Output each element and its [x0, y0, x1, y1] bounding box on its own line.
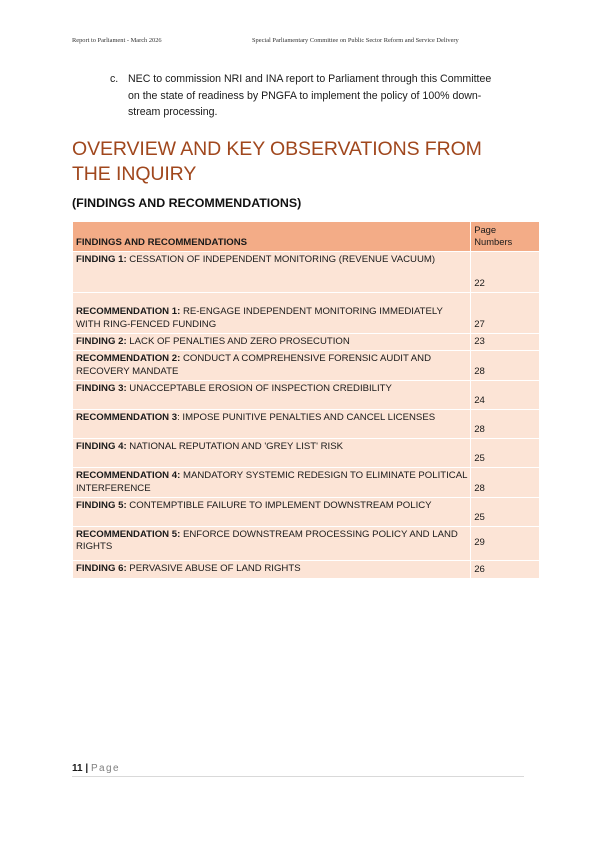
row-text-cell [73, 334, 471, 351]
list-marker: c. [110, 73, 119, 85]
row-page: 29 [471, 527, 540, 561]
row-text-cell [73, 381, 471, 410]
row-label: RECOMMENDATION 5: [76, 529, 181, 541]
table-row [73, 351, 540, 381]
row-text: MANDATORY SYSTEMIC REDESIGN TO ELIMINATE POLITICAL INTERFERENCE [76, 470, 468, 494]
row-label: FINDING 3: [76, 383, 127, 395]
row-text: CESSATION OF INDEPENDENT MONITORING (REVENUE VACUUM) [126, 254, 436, 265]
row-text: CONTEMPTIBLE FAILURE TO IMPLEMENT DOWNSTREAM POLICY [126, 500, 432, 512]
table-row [73, 468, 540, 498]
row-label: RECOMMENDATION 3 [76, 412, 178, 424]
row-label: RECOMMENDATION 1: [76, 306, 181, 318]
row-page: 25 [471, 439, 540, 468]
table-row [73, 293, 540, 334]
list-item-c [110, 71, 498, 121]
section-title: OVERVIEW AND KEY OBSERVATIONS FROM THE INQUIRY [72, 138, 482, 185]
row-label: FINDING 2: [76, 336, 127, 347]
row-page: 27 [471, 293, 540, 334]
row-text: NATIONAL REPUTATION AND 'GREY LIST' RISK [126, 441, 344, 453]
table-row [73, 561, 540, 579]
row-text-cell [73, 410, 471, 439]
row-text-cell [73, 439, 471, 468]
row-page: 28 [471, 410, 540, 439]
page-footer [72, 763, 524, 777]
row-text: ENFORCE DOWNSTREAM PROCESSING POLICY AND LAND RIGHTS [76, 529, 458, 553]
row-label: RECOMMENDATION 4: [76, 470, 181, 482]
page-number: 11 [72, 763, 83, 774]
table-header-row [73, 222, 540, 252]
table-row [73, 410, 540, 439]
header-right: Special Parliamentary Committee on Public Sector Reform and Service Delivery [252, 37, 459, 44]
row-label: FINDING 1: [76, 254, 127, 265]
row-text-cell [73, 351, 471, 381]
list-item-text: NEC to commission NRI and INA report to Parliament through this Committee on the state of readiness by PNGFA to implement the policy of 100% down-stream processing. [128, 73, 492, 118]
table-row [73, 252, 540, 293]
row-text: LACK OF PENALTIES AND ZERO PROSECUTION [126, 336, 350, 347]
row-label: FINDING 4: [76, 441, 127, 453]
row-text: CONDUCT A COMPREHENSIVE FORENSIC AUDIT AND RECOVERY MANDATE [76, 353, 432, 377]
row-text-cell [73, 252, 471, 293]
row-text-cell [73, 527, 471, 561]
footer-separator: | [85, 763, 89, 774]
header-page-numbers: Page Numbers [471, 222, 540, 252]
page-word: Page [90, 763, 120, 774]
row-page: 28 [471, 468, 540, 498]
header-left: Report to Parliament - March 2026 [72, 37, 162, 44]
row-text: : IMPOSE PUNITIVE PENALTIES AND CANCEL LICENSES [177, 412, 436, 424]
row-text: RE-ENGAGE INDEPENDENT MONITORING IMMEDIATELY WITH RING-FENCED FUNDING [76, 306, 443, 330]
row-page: 28 [471, 351, 540, 381]
table-row [73, 498, 540, 527]
row-label: FINDING 6: [76, 563, 127, 575]
row-label: FINDING 5: [76, 500, 127, 512]
row-page: 22 [471, 252, 540, 293]
section-subtitle: (FINDINGS AND RECOMMENDATIONS) [72, 196, 302, 210]
table-row [73, 527, 540, 561]
row-text: PERVASIVE ABUSE OF LAND RIGHTS [126, 563, 301, 575]
row-text-cell [73, 468, 471, 498]
row-text-cell [73, 561, 471, 579]
table-row [73, 334, 540, 351]
header-findings: FINDINGS AND RECOMMENDATIONS [73, 222, 471, 252]
row-page: 26 [471, 561, 540, 579]
findings-table [72, 221, 540, 579]
table-row [73, 439, 540, 468]
row-label: RECOMMENDATION 2: [76, 353, 181, 365]
row-page: 25 [471, 498, 540, 527]
row-page: 24 [471, 381, 540, 410]
row-text-cell [73, 498, 471, 527]
row-text-cell [73, 293, 471, 334]
row-page: 23 [471, 334, 540, 351]
row-text: UNACCEPTABLE EROSION OF INSPECTION CREDIBILITY [126, 383, 392, 395]
table-row [73, 381, 540, 410]
